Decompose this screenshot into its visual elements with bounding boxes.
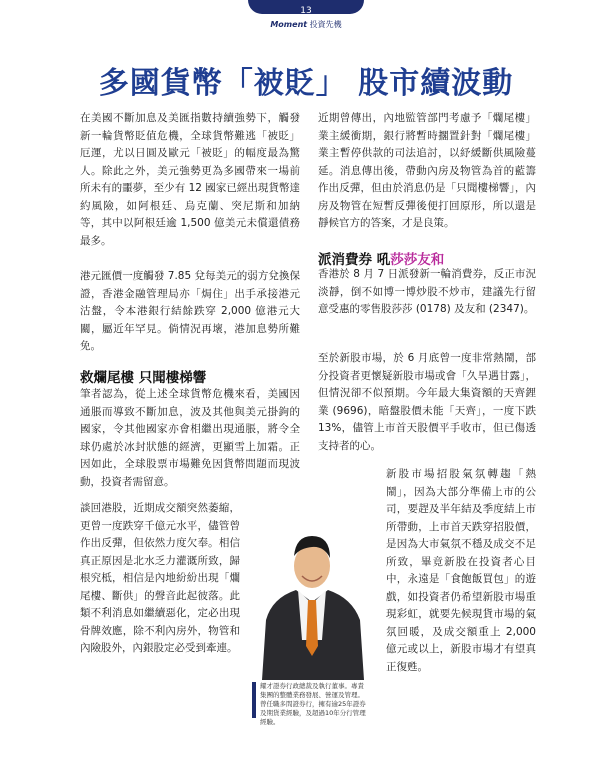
article-title: 多國貨幣「被貶」 股市續波動 — [98, 66, 514, 101]
section-name: 投資先機 — [309, 20, 342, 29]
author-photo — [252, 470, 370, 680]
page-number: 13 — [300, 6, 312, 16]
right-paragraph-3: 至於新股市場，於 6 月底曾一度非常熱鬧，部分投資者更懷疑新股市場或會「久旱遇甘露」，但情況卻不似預期。今年最大集資額的天齊鋰業 (9696)，暗盤股價未能「天齊」，一度下跌 13%，儘管上市首天股價平手收市，但已傷透支持者的心。 — [318, 352, 536, 452]
brand-name: Moment — [270, 20, 308, 29]
right-subheading — [318, 248, 444, 268]
right-paragraph-4: 新股市場招股氣氛轉趨「熱鬧」，因為大部分準備上市的公司，要趕及半年結及季度結上市所帶動，上市首天跌穿招股價，是因為大市氣氛不穩及成交不足所致，畢竟新股在投資者心目中，永遠是「食飽飯買包」的遊戲，如投資者仍希望新股市場重現彩虹，就要先候現貨市場的氣氛回暖，及成交額重上 2,000 億元或以上，新股市場才有望真正復甦。 — [386, 468, 536, 673]
right-paragraph-1: 近期曾傳出，內地監管部門考慮予「爛尾樓」業主緩衝期，銀行將暫時擱置針對「爛尾樓」業主暫停供款的司法追討，以紓緩斷供風險蔓延。消息傳出後，帶動內房及物管為首的藍籌作出反彈，但由於消息仍是「只聞樓梯響」，內房及物管在短暫反彈後便打回原形，所以還是靜候官方的答案，才是良策。 — [318, 112, 536, 229]
magazine-header — [0, 19, 612, 30]
left-paragraph-3: 筆者認為，從上述全球貨幣危機來看，美國因通脹而導致不斷加息，波及其他與美元掛鉤的國家，令其他國家亦會相繼出現通脹，將令全球仍處於冰封狀態的經濟，更顯雪上加霜。正因如此，全球股票市場難免因貨幣問題而現波動，投資者需留意。 — [80, 388, 300, 488]
right-subheading-prefix: 派消費券 吼 — [318, 252, 391, 268]
right-subheading-accent: 莎莎友和 — [390, 252, 445, 268]
left-paragraph-2: 港元匯價一度觸發 7.85 兌每美元的弱方兌換保證，香港金融管理局亦「焗住」出手承接港元沽盤，令本港銀行結餘跌穿 2,000 億港元大關，屬近年罕見。倘情況再壞，港加息勢所難免。 — [80, 270, 300, 352]
left-subheading: 救爛尾樓 只聞樓梯響 — [80, 370, 207, 386]
caption-bar — [252, 682, 256, 718]
author-caption: 耀才證券行政總裁及執行董事。專責集團的整體業務發展、營運及管理。曾任職多間證券行，擁有逾25年證券及期貨業經驗，及超過10年分行管理經驗。 — [260, 682, 366, 726]
left-paragraph-4: 談回港股，近期成交額突然萎縮，更曾一度跌穿千億元水平，儘管曾作出反彈，但依然力度欠奉。相信真正原因是北水乏力灌溉所致，歸根究柢，相信是內地紛紛出現「爛尾樓、斷供」的聲音此起彼落。此類不利消息如繼續惡化，定必出現骨牌效應，除不利內房外，物管和內險股外，內銀股定必受到牽連。 — [80, 502, 240, 654]
right-paragraph-2: 香港於 8 月 7 日派發新一輪消費券，反正市況淡靜，倒不如博一博炒股不炒市，建議先行留意受惠的零售股莎莎 (0178) 及友和 (2347)。 — [318, 268, 536, 315]
left-paragraph-1: 在美國不斷加息及美匯指數持續強勢下，觸發新一輪貨幣貶值危機，全球貨幣難逃「被貶」厄運，尤以日圓及歐元「被貶」的幅度最為驚人。除此之外，美元強勢更為多國帶來一場前所未有的噩夢，至少有 12 國家已經出現貨幣達約風險，如阿根廷、烏克蘭、突尼斯和加納等，其中以阿根廷逾 1,500 億美元未償還債務最多。 — [80, 112, 300, 247]
